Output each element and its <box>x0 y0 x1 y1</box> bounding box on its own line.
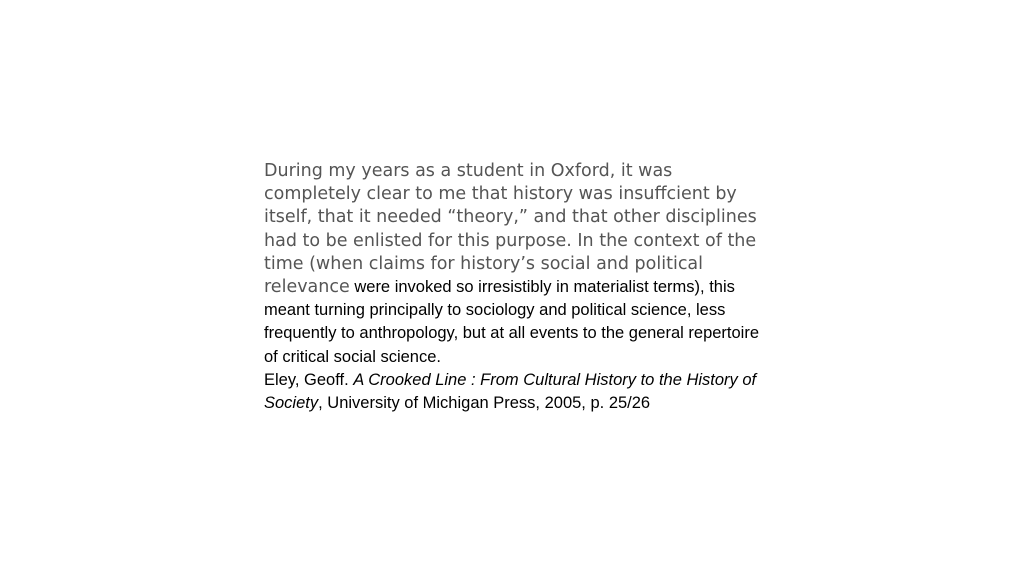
quote-block <box>264 160 774 415</box>
citation-publication: , University of Michigan Press, 2005, p. 25/26 <box>318 394 651 413</box>
quote-paragraph <box>264 160 774 369</box>
citation-author: Eley, Geoff. <box>264 370 354 389</box>
quote-tail: were invoked so irresistibly in materialist terms), this meant turning principally to sociology and political science, less frequently to anthropology, but at all events to the general repertoire of critical social science. <box>264 278 760 366</box>
quote-lead: During my years as a student in Oxford, it was completely clear to me that history was insuffcient by itself, that it needed “theory,” and that other disciplines had to be enlisted for this purpose. In the context of the time (when claims for history’s social and political relevance <box>264 161 757 298</box>
citation-title: A Crooked Line : From Cultural History to the History of Society <box>264 370 757 413</box>
citation <box>264 369 774 415</box>
